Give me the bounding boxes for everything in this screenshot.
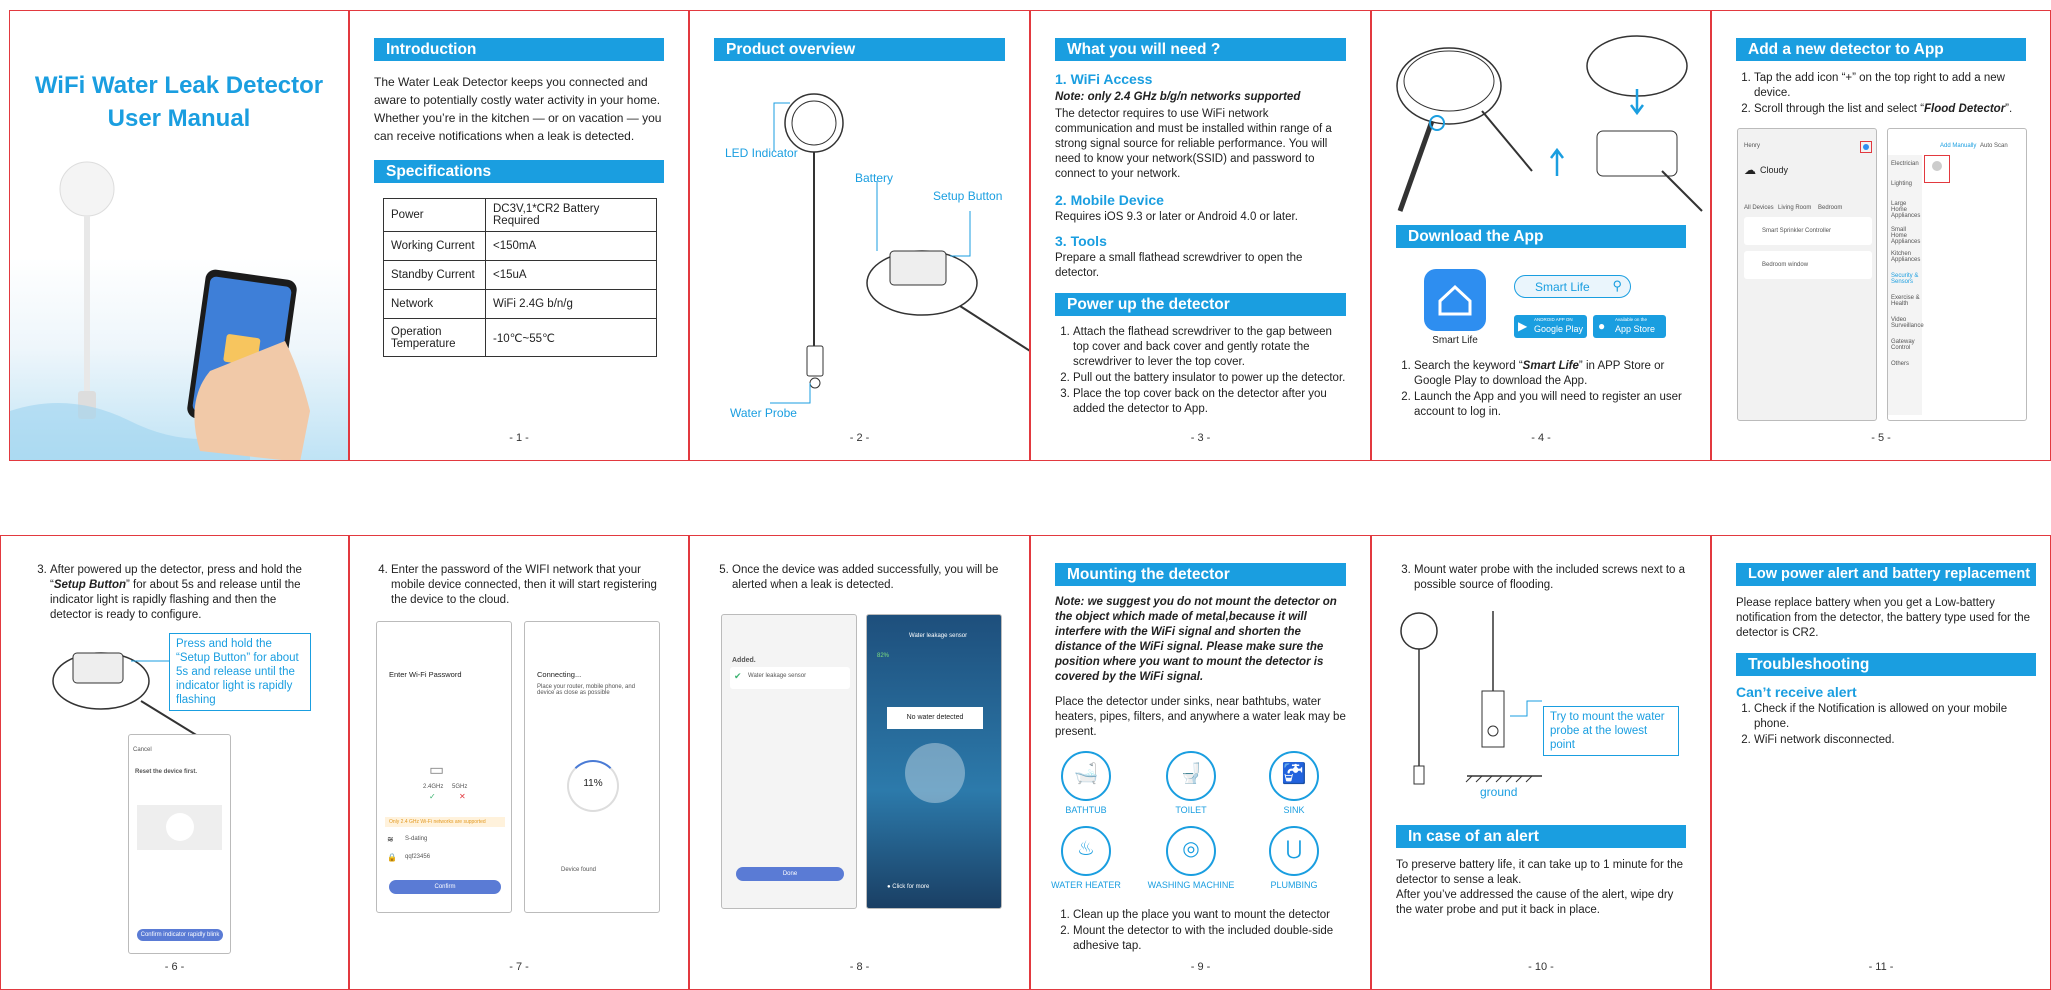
add-steps: [1738, 71, 2030, 118]
category-item[interactable]: Electrician: [1891, 161, 1919, 167]
detector-cable: [1482, 111, 1532, 171]
mounting-note: Note: we suggest you do not mount the detector on the object which made of metal,because it will interfere with the WiFi signal and shorten the distance of the WiFi signal. Please make sure the position where you want to mount the detector is covered by the WiFi signal.: [1055, 596, 1337, 683]
band-warning-text: Only 2.4 GHz Wi-Fi networks are supported: [389, 819, 486, 825]
location-icon: [1166, 826, 1216, 876]
location-label: WASHING MACHINE: [1147, 880, 1235, 890]
check-icon: ✔: [734, 671, 742, 681]
category-item[interactable]: Kitchen Appliances: [1891, 251, 1921, 263]
sensor-glow: [905, 743, 965, 803]
category-item[interactable]: Exercise & Health: [1891, 295, 1920, 307]
spec-key: Network: [384, 290, 486, 319]
spec-header: Specifications: [374, 160, 664, 183]
reset-device-image: [137, 805, 222, 850]
spec-value: WiFi 2.4G b/n/g: [486, 290, 657, 319]
check-icon: ✓: [429, 792, 436, 801]
wifi-steps: [375, 563, 670, 609]
spec-row: [384, 261, 657, 290]
added-step: 5. Once the device was added successfully, you will be alerted when a leak is detected.: [732, 563, 1011, 593]
confirm-indicator-button[interactable]: Confirm indicator rapidly blink: [137, 929, 223, 941]
category-item[interactable]: Others: [1891, 361, 1910, 367]
setup-pointer: [950, 211, 970, 256]
spec-key: Operation Temperature: [384, 319, 486, 357]
wifi-password-screen: [376, 621, 512, 913]
probe-step: 3. Mount water probe with the included screws next to a possible source of flooding.: [1414, 563, 1690, 593]
probe-mounted: [1482, 691, 1504, 747]
mounting-step: 1. Clean up the place you want to mount the detector: [1073, 908, 1350, 923]
probe-steps: [1398, 563, 1690, 594]
wifi-note: Note: only 2.4 GHz b/g/n networks supported: [1055, 91, 1301, 103]
home-icon: [1424, 269, 1486, 331]
page-6: [0, 535, 349, 990]
flood-detector-icon: [1932, 161, 1942, 171]
lock-icon: 🔒: [387, 853, 397, 862]
spec-table: [383, 198, 657, 357]
screen-weather: Cloudy: [1760, 165, 1789, 175]
trouble-steps: [1738, 702, 2034, 749]
screen-scan-tab[interactable]: Auto Scan: [1980, 143, 2008, 149]
spec-key: Standby Current: [384, 261, 486, 290]
probe-callout: Try to mount the water probe at the lowest point: [1543, 706, 1679, 756]
wifi-icon: ≋: [387, 835, 394, 844]
added-title: Added.: [732, 657, 756, 664]
add-step: 1. Tap the add icon “+” on the top right to add a new device.: [1754, 71, 2030, 101]
detector-top-inner: [792, 101, 836, 145]
page-number: - 7 -: [509, 961, 529, 973]
more-label: Click for more: [892, 884, 930, 890]
cover-panel: [9, 10, 349, 461]
page-number: - 6 -: [164, 961, 185, 973]
home-screen: [1737, 128, 1877, 421]
page-number: - 4 -: [1531, 432, 1551, 444]
screen-title: Reset the device first.: [135, 769, 198, 775]
intro-header: Introduction: [374, 38, 664, 61]
page-3: [1030, 10, 1371, 461]
intro-text: The Water Leak Detector keeps you connected and aware to potentially costly water activity in your home. Whether you’re in the kitchen — or on vacation — you can receive notifications when a leak is detected.: [374, 75, 662, 143]
open-cable: [1662, 171, 1702, 211]
power-step: 3. Place the top cover back on the detector after you added the detector to App.: [1073, 387, 1348, 417]
step-text: ” for about 5s and release until the indicator light is rapidly flashing and then the detector is ready to configure.: [50, 579, 301, 621]
add-device-icon[interactable]: [1860, 141, 1872, 153]
detector-stem: [84, 216, 90, 396]
cover-illustration: [10, 11, 349, 461]
battery-label: Battery: [855, 171, 894, 185]
base-cable: [960, 306, 1030, 351]
open-detector-illustration: [1372, 11, 1711, 231]
page-8: [689, 535, 1030, 990]
progress-percent: 11%: [583, 778, 603, 789]
location-glyph: ⋃: [1285, 838, 1303, 860]
spec-key: Power: [384, 199, 486, 232]
page-number: - 3 -: [1190, 432, 1211, 444]
spec-key: Working Current: [384, 232, 486, 261]
reset-screen: [128, 734, 231, 954]
mobile-title: 2. Mobile Device: [1055, 192, 1164, 208]
power-steps: [1057, 325, 1348, 418]
power-step: 2. Pull out the battery insulator to power up the detector.: [1073, 371, 1348, 386]
page-number: - 1 -: [509, 432, 529, 444]
sensor-title: Water leakage sensor: [909, 633, 968, 639]
power-header: Power up the detector: [1055, 293, 1346, 316]
category-item[interactable]: Large Home Appliances: [1891, 201, 1921, 219]
step-text: ”.: [2005, 103, 2013, 115]
wifi-title: 1. WiFi Access: [1055, 71, 1153, 87]
search-icon: ⚲: [1612, 278, 1622, 293]
add-detector-header: Add a new detector to App: [1736, 38, 2026, 61]
step-keyword: Setup Button: [53, 579, 127, 591]
detector-closed-ring: [1404, 51, 1494, 111]
battery-header: Low power alert and battery replacement: [1736, 563, 2036, 586]
page-2: [689, 10, 1030, 461]
download-step: [1414, 359, 1690, 389]
alert-header: In case of an alert: [1396, 825, 1686, 848]
spec-value: -10℃~55℃: [486, 319, 657, 357]
mounting-text: Place the detector under sinks, near bathtubs, water heaters, pipes, filters, and anywhere a water leak may be present.: [1055, 696, 1346, 738]
power-step: 1. Attach the flathead screwdriver to the gap between top cover and back cover and gently rotate the screwdriver to lever the top cover.: [1073, 325, 1348, 370]
cover-title-line2: User Manual: [107, 105, 251, 132]
spec-row: [384, 232, 657, 261]
step-text: After powered up the detector, press and hold the “: [50, 564, 302, 591]
battery-compartment: [890, 251, 946, 285]
water-probe-body: [807, 346, 823, 376]
location-glyph: 🛁: [1073, 763, 1099, 785]
download-step: 2. Launch the App and you will need to register an user account to log in.: [1414, 390, 1690, 420]
reset-steps: [34, 563, 318, 624]
added-device-card[interactable]: [730, 667, 850, 689]
trouble-step: 2. WiFi network disconnected.: [1754, 733, 2034, 748]
category-item[interactable]: Gateway Control: [1891, 339, 1915, 351]
page-number: - 2 -: [849, 432, 870, 444]
apple-icon: ●: [1598, 319, 1606, 333]
category-item[interactable]: Video Surveillance: [1891, 317, 1924, 329]
step-text: Search the keyword “: [1414, 360, 1523, 372]
google-play-small: ANDROID APP ON: [1534, 317, 1573, 322]
location-glyph: 🚽: [1178, 763, 1204, 785]
probe-small: [1414, 766, 1424, 784]
screwdriver: [1400, 121, 1432, 211]
page-number: - 11 -: [1868, 961, 1894, 973]
category-item[interactable]: Security & Sensors: [1891, 273, 1919, 285]
spec-row: [384, 290, 657, 319]
password-input[interactable]: qqf23456: [405, 854, 431, 860]
detector-top: [1401, 613, 1437, 649]
probe-mount-illustration: [1372, 606, 1711, 796]
location-glyph: 🚰: [1281, 763, 1307, 785]
app-name: Smart Life: [1432, 335, 1478, 346]
battery-compartment: [73, 653, 123, 683]
callout-pointer: [1510, 701, 1542, 716]
location-label: BATHTUB: [1065, 805, 1107, 815]
screen-subtitle: Place your router, mobile phone, and device as close as possible: [537, 684, 636, 696]
ground-hatch: [1466, 776, 1532, 782]
setup-label: Setup Button: [933, 189, 1003, 203]
probe-pointer: [770, 383, 810, 403]
store-search-text: Smart Life: [1535, 280, 1590, 294]
battery-holder: [1597, 131, 1677, 176]
mobile-text: Requires iOS 9.3 or later or Android 4.0 or later.: [1055, 211, 1298, 223]
overview-header: Product overview: [714, 38, 1005, 61]
step-text: Scroll through the list and select “: [1754, 103, 1925, 115]
screen-tab[interactable]: Living Room: [1778, 205, 1812, 211]
page-number: - 5 -: [1871, 432, 1891, 444]
app-store-big: App Store: [1615, 324, 1656, 334]
page-1: [349, 10, 689, 461]
page-number: - 9 -: [1190, 961, 1211, 973]
tools-title: 3. Tools: [1055, 233, 1107, 249]
location-glyph: ◎: [1182, 838, 1200, 860]
spec-row: [384, 199, 657, 232]
app-store-small: Available on the: [1615, 317, 1647, 322]
step-text: ” in APP Store or Google Play to download the App.: [1414, 360, 1665, 387]
arrow-up-icon: [1551, 150, 1563, 176]
screen-add-tab[interactable]: Add Manually: [1940, 143, 1977, 149]
play-icon: ▶: [1518, 319, 1528, 333]
water-probe-contact: [810, 378, 820, 388]
status-text: No water detected: [906, 714, 964, 721]
more-button[interactable]: [887, 880, 983, 894]
page-4: [1371, 10, 1711, 461]
location-icon: [1166, 751, 1216, 801]
alert-text2: After you’ve addressed the cause of the alert, wipe dry the water probe and put it back in place.: [1396, 889, 1674, 916]
need-header: What you will need ?: [1055, 38, 1346, 61]
location-label: SINK: [1283, 805, 1305, 815]
info-icon: ●: [887, 884, 891, 890]
category-item[interactable]: Lighting: [1891, 181, 1913, 187]
led-label: LED Indicator: [725, 146, 798, 160]
product-diagram: [690, 11, 1030, 461]
page-5: [1711, 10, 2051, 461]
icon-grid: [1031, 751, 1371, 901]
add-device-screen: [1887, 128, 2027, 421]
download-header: Download the App: [1396, 225, 1686, 248]
spec-value: <150mA: [486, 232, 657, 261]
status-text: Device found: [561, 867, 597, 873]
mounting-header: Mounting the detector: [1055, 563, 1346, 586]
location-label: WATER HEATER: [1051, 880, 1121, 890]
location-icon: [1269, 751, 1319, 801]
device-card[interactable]: [1744, 217, 1872, 245]
cross-icon: ✕: [459, 792, 466, 801]
trouble-subtitle: Can’t receive alert: [1736, 684, 1857, 700]
screen-tab[interactable]: Bedroom: [1818, 205, 1843, 211]
screen-title: Connecting...: [537, 670, 582, 679]
screen-tab[interactable]: All Devices: [1744, 205, 1774, 211]
google-play-badge[interactable]: [1514, 315, 1587, 338]
added-steps: [716, 563, 1011, 594]
step-keyword: Flood Detector: [1924, 103, 2006, 115]
step-keyword: Smart Life: [1522, 360, 1579, 372]
probe-label: Water Probe: [730, 406, 797, 420]
confirm-button[interactable]: Confirm: [389, 880, 501, 894]
page-11: [1711, 535, 2051, 990]
mounting-step: 2. Mount the detector to with the included double-side adhesive tap.: [1073, 924, 1350, 954]
location-icon: [1269, 826, 1319, 876]
trouble-header: Troubleshooting: [1736, 653, 2036, 676]
download-steps: [1398, 359, 1690, 421]
band-label: 2.4GHz: [423, 784, 444, 790]
page-number: - 10 -: [1528, 961, 1554, 973]
battery-text: Please replace battery when you get a Low-battery notification from the detector, the battery type used for the detector is CR2.: [1736, 597, 2031, 639]
page-number: - 8 -: [849, 961, 870, 973]
category-item[interactable]: Small Home Appliances: [1891, 227, 1921, 245]
location-label: TOILET: [1175, 805, 1207, 815]
alert-text1: To preserve battery life, it can take up to 1 minute for the detector to sense a leak.: [1396, 859, 1684, 886]
screen-title: Enter Wi-Fi Password: [389, 670, 462, 679]
added-screen: [721, 614, 857, 909]
store-search-box[interactable]: [1514, 275, 1631, 298]
wifi-step: 4. Enter the password of the WIFI network that your mobile device connected, then it will start registering the device to the cloud.: [391, 563, 670, 608]
tools-text: Prepare a small flathead screwdriver to open the detector.: [1055, 252, 1303, 279]
device-name: Water leakage sensor: [748, 673, 807, 679]
location-glyph: ♨: [1077, 838, 1095, 860]
cloud-icon: ☁: [1744, 163, 1756, 177]
reset-callout: Press and hold the “Setup Button” for about 5s and release until the indicator light is rapidly flashing: [169, 633, 311, 711]
location-icon: [1061, 826, 1111, 876]
mounting-steps: [1057, 908, 1350, 955]
category-list: [1888, 155, 1922, 415]
sensor-status-screen: [866, 614, 1002, 909]
ground-label: ground: [1480, 785, 1518, 799]
google-play-big: Google Play: [1534, 324, 1584, 334]
page-7: [349, 535, 689, 990]
page-10: [1371, 535, 1711, 990]
wifi-text: The detector requires to use WiFi network communication and must be installed within range of a strong signal source for reliable performance. You will need to know your network(SSID) and password to connect to your network.: [1055, 108, 1332, 180]
flood-detector-option[interactable]: [1924, 155, 1950, 183]
screen-user: Henry: [1744, 143, 1761, 149]
top-cover: [1587, 36, 1687, 96]
add-step: [1754, 102, 2030, 117]
page-9: [1030, 535, 1371, 990]
device-name: Smart Sprinkler Controller: [1762, 228, 1832, 234]
band-label: 5GHz: [452, 784, 468, 790]
location-label: PLUMBING: [1270, 880, 1318, 890]
reset-step: [50, 563, 318, 623]
done-button[interactable]: Done: [736, 867, 844, 881]
cover-title-line1: WiFi Water Leak Detector: [34, 72, 324, 99]
app-store-badge[interactable]: [1593, 315, 1666, 338]
detector-disc: [60, 162, 114, 216]
ssid-input[interactable]: S-dating: [405, 836, 428, 842]
trouble-step: 1. Check if the Notification is allowed on your mobile phone.: [1754, 702, 2034, 732]
smart-life-app-icon[interactable]: [1424, 269, 1486, 331]
spec-value: <15uA: [486, 261, 657, 290]
battery-level: 82%: [877, 653, 890, 659]
screen-cancel[interactable]: Cancel: [133, 747, 152, 753]
band-warning: [385, 817, 505, 827]
router-icon: ▭: [429, 762, 445, 779]
spec-value: DC3V,1*CR2 Battery Required: [486, 199, 657, 232]
connecting-screen: [524, 621, 660, 913]
device-name: Bedroom window: [1762, 262, 1809, 268]
location-icon: [1061, 751, 1111, 801]
spec-row: [384, 319, 657, 357]
status-badge: [887, 707, 983, 729]
device-card[interactable]: [1744, 251, 1872, 279]
